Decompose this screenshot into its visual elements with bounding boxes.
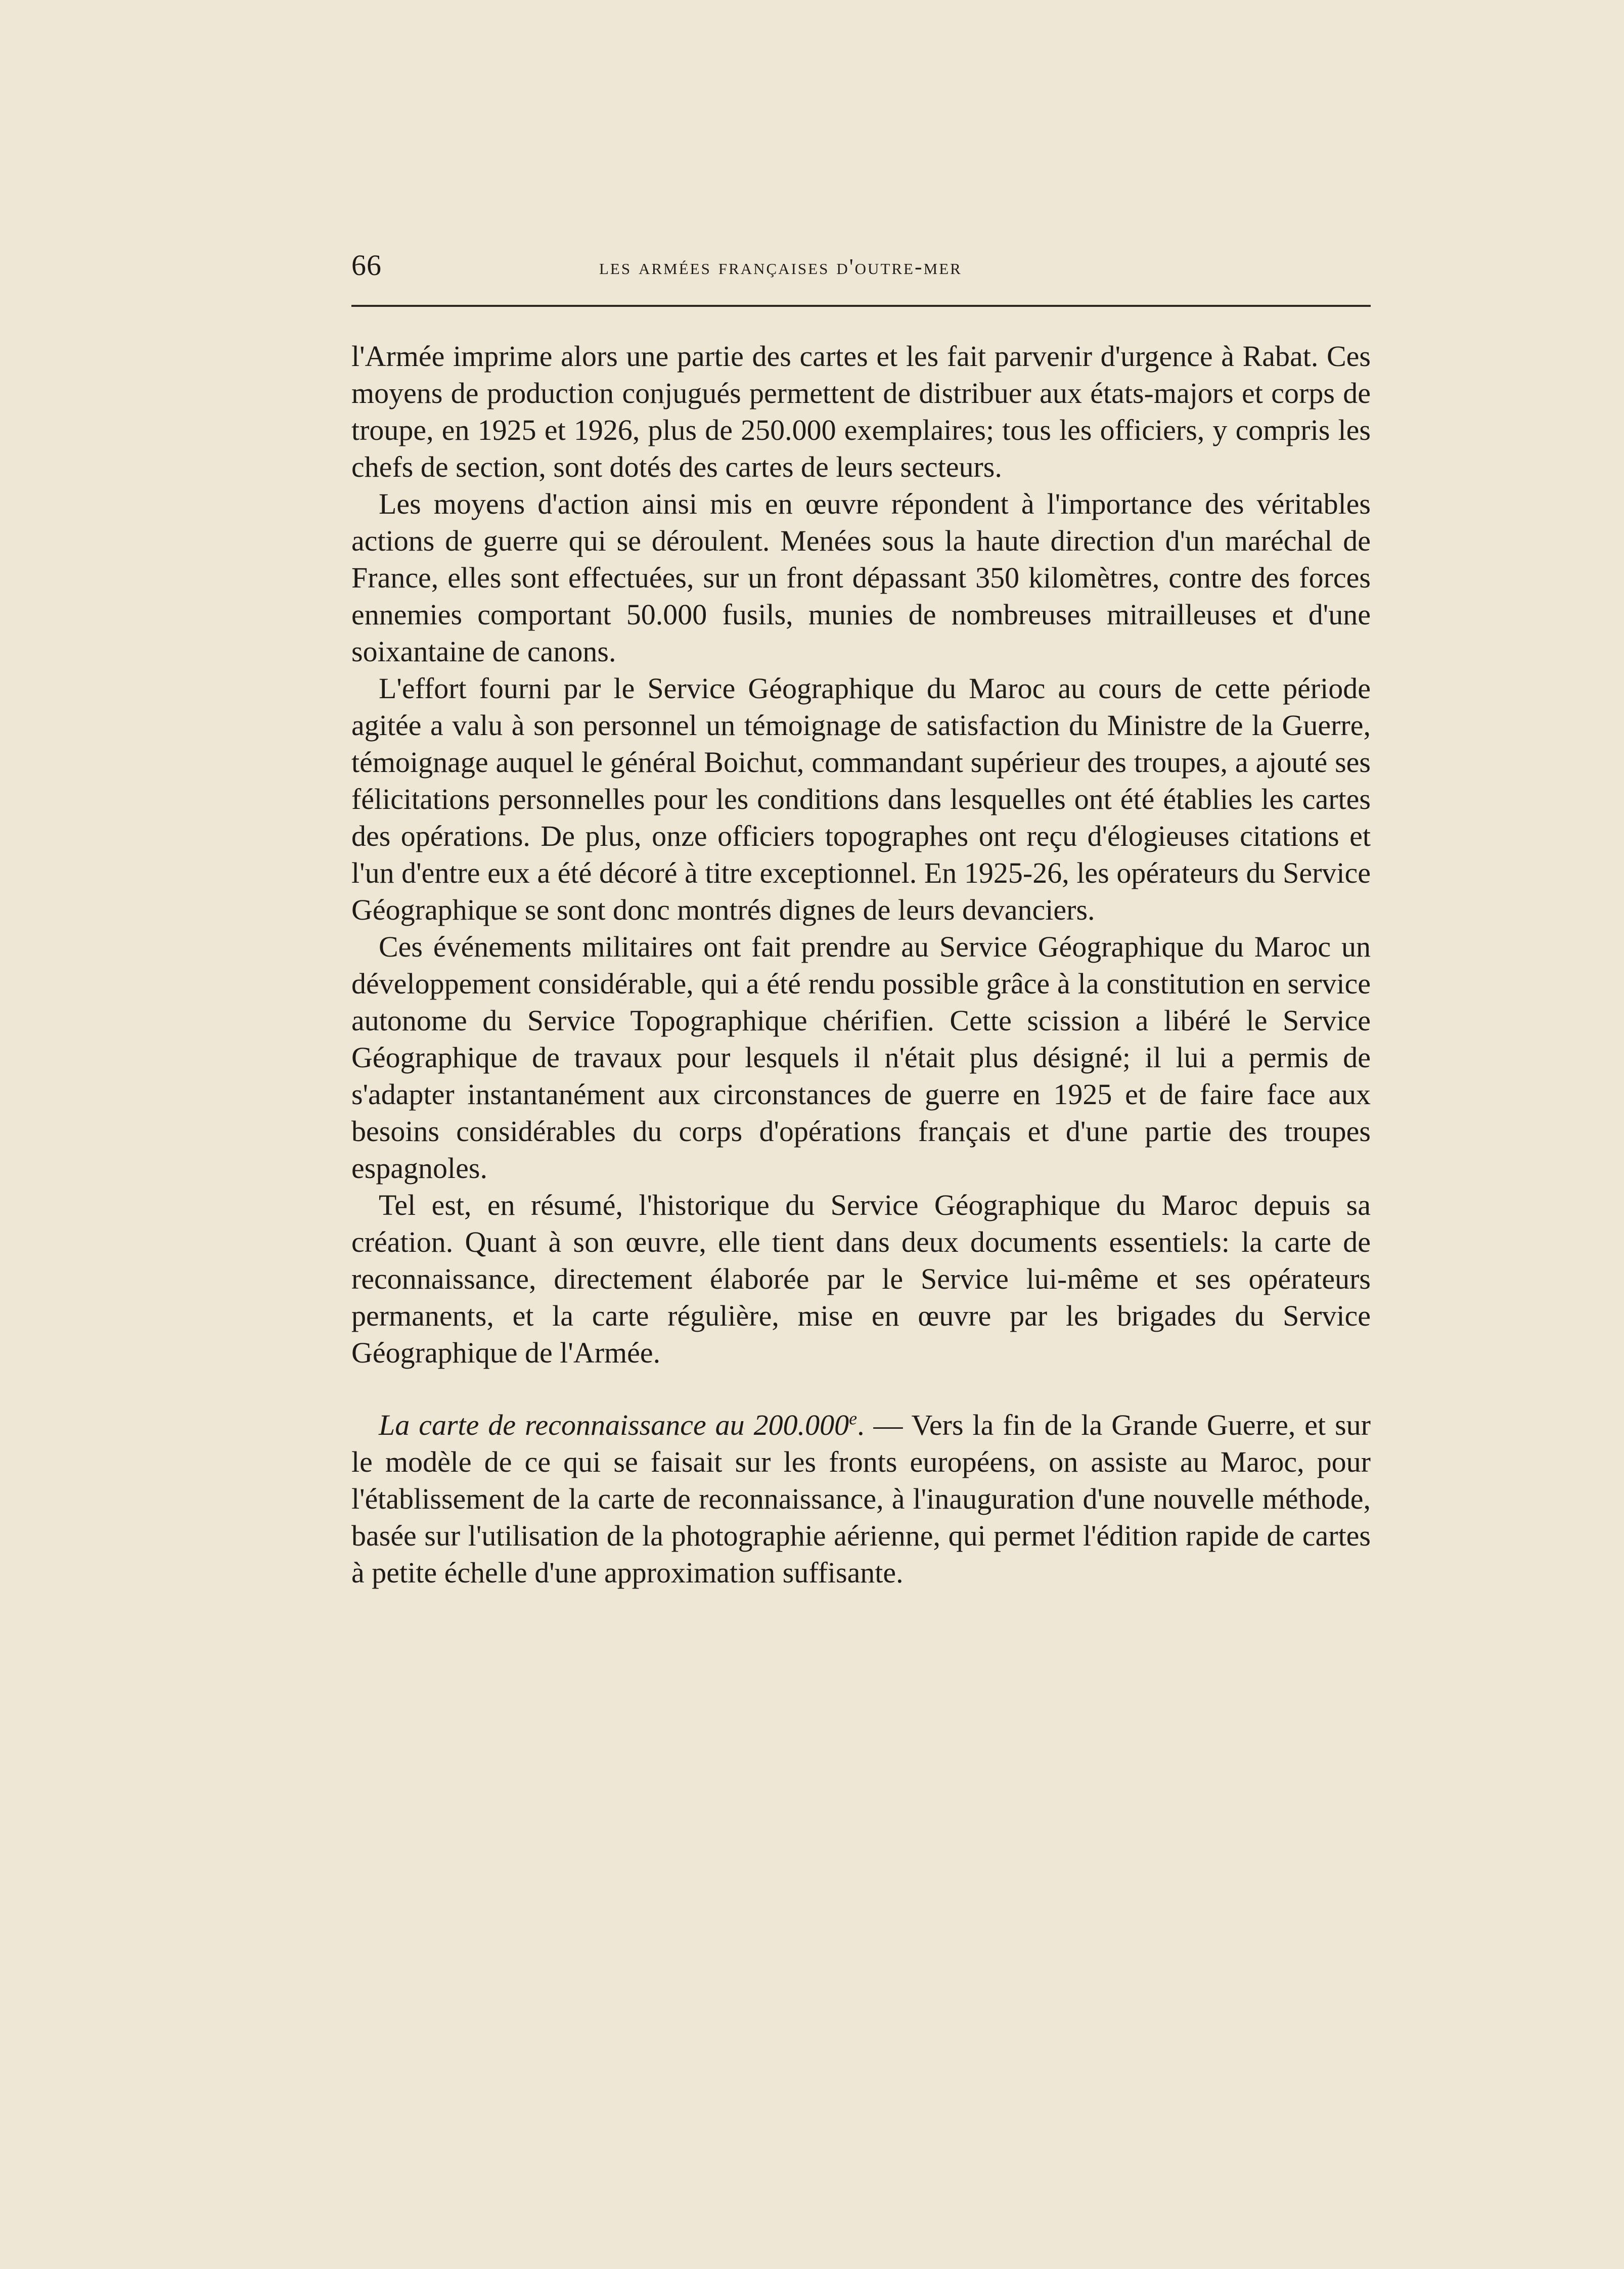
section-heading: La carte de reconnaissance au 200.000 xyxy=(379,1409,849,1441)
section-heading-superscript: e xyxy=(849,1408,858,1429)
paragraph: l'Armée imprime alors une partie des cartes et les fait parvenir d'urgence à Rabat. Ces moyens de production conjugués permettent de distribuer aux états-majors et corps de troupe, en 1925 et 1926, plus de 250.000 exemplaires; tous les officiers, y compris les chefs de section, sont dotés des cartes de leurs secteurs. xyxy=(351,340,1371,483)
header-rule xyxy=(351,305,1371,307)
paragraph: L'effort fourni par le Service Géographique du Maroc au cours de cette période agitée a valu à son personnel un témoignage de satisfaction du Ministre de la Guerre, témoignage auquel le général Boichut, commandant supérieur des troupes, a ajouté ses félicitations personnelles pour les conditions dans lesquelles ont été établies les cartes des opérations. De plus, onze officiers topographes ont reçu d'élogieuses citations et l'un d'entre eux a été décoré à titre exceptionnel. En 1925-26, les opérateurs du Service Géographique se sont donc montrés dignes de leurs devanciers. xyxy=(351,672,1371,926)
paragraph: Tel est, en résumé, l'historique du Service Géographique du Maroc depuis sa création. Quant à son œuvre, elle tient dans deux documents essentiels: la carte de reconnaissance, directement élaborée par le Service lui-même et ses opérateurs permanents, et la carte régulière, mise en œuvre par les brigades du Service Géographique de l'Armée. xyxy=(351,1189,1371,1369)
page-header xyxy=(351,243,1371,298)
page-number: 66 xyxy=(351,249,382,282)
paragraph: Ces événements militaires ont fait prendre au Service Géographique du Maroc un développement considérable, qui a été rendu possible grâce à la constitution en service autonome du Service Topographique chérifien. Cette scission a libéré le Service Géographique de travaux pour lesquels il n'était plus désigné; il lui a permis de s'adapter instantanément aux circonstances de guerre en 1925 et de faire face aux besoins considérables du corps d'opérations français et d'une partie des troupes espagnoles. xyxy=(351,930,1371,1185)
running-title: les armées françaises d'outre-mer xyxy=(599,254,962,279)
section-paragraph-text: . — Vers la fin de la Grande Guerre, et sur le modèle de ce qui se faisait sur les fronts européens, on assiste au Maroc, pour l'établissement de la carte de reconnaissance, à l'inauguration d'une nouvelle méthode, basée sur l'utilisation de la photographie aérienne, qui permet l'édition rapide de cartes à petite échelle d'une approximation suffisante. xyxy=(351,1409,1371,1589)
section-paragraph xyxy=(351,1406,1371,1591)
body-text xyxy=(351,338,1371,1591)
paragraph: Les moyens d'action ainsi mis en œuvre répondent à l'importance des véritables actions de guerre qui se déroulent. Menées sous la haute direction d'un maréchal de France, elles sont effectuées, sur un front dépassant 350 kilomètres, contre des forces ennemies comportant 50.000 fusils, munies de nombreuses mitrailleuses et d'une soixantaine de canons. xyxy=(351,487,1371,668)
